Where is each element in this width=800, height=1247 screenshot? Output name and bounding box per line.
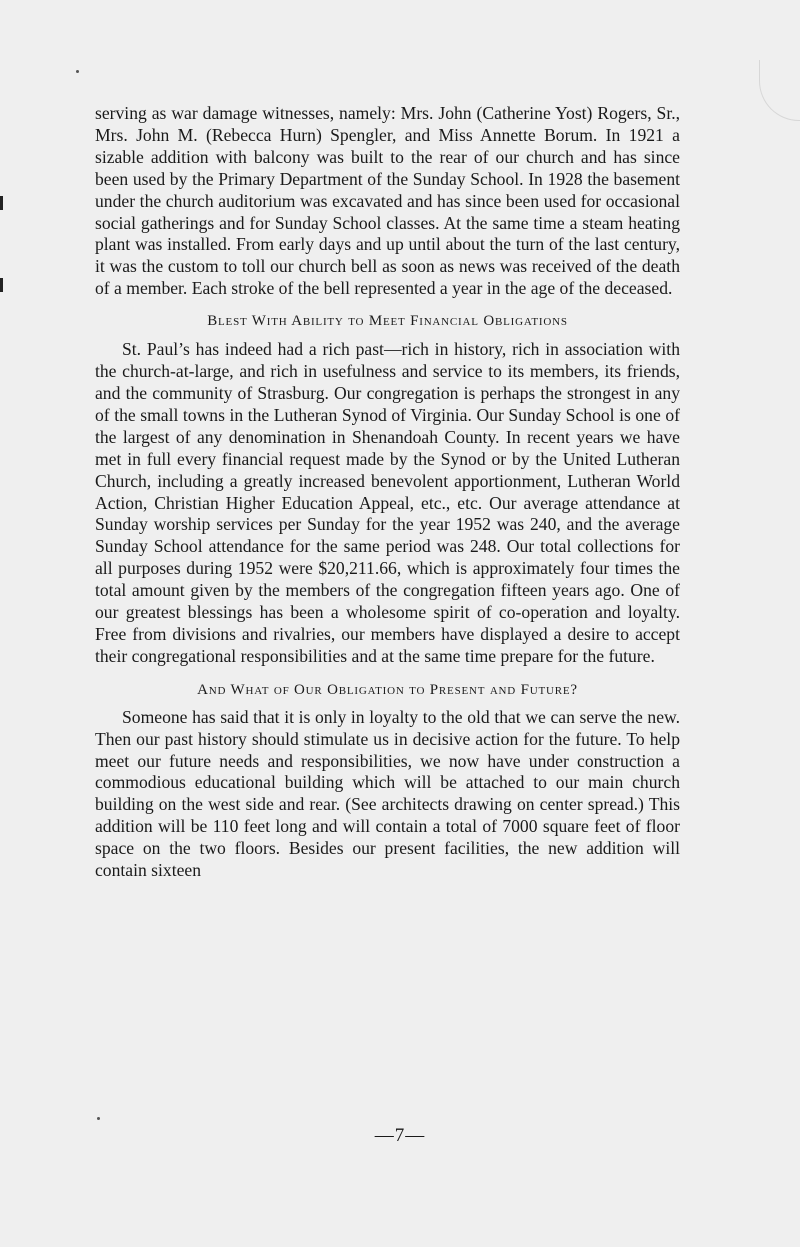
binding-edge-mark xyxy=(0,196,3,210)
paragraph-war-damage-witnesses: serving as war damage witnesses, namely: Mrs. John (Catherine Yost) Rogers, Sr., Mrs. John M. (Rebecca Hurn) Spengler, and Miss Annette Borum. In 1921 a sizable addition with balcony was built to the rear of our church and has since been used by the Primary Department of the Sunday School. In 1928 the basement under the church auditorium was excavated and has since been used for occasional social gatherings and for Sunday School classes. At the same time a steam heating plant was installed. From early days and up until about the turn of the last century, it was the custom to toll our church bell as soon as news was received of the death of a member. Each stroke of the bell represented a year in the age of the deceased. xyxy=(95,103,680,299)
heading-financial-obligations: Blest With Ability to Meet Financial Obligations xyxy=(207,313,568,330)
page-number: —7— xyxy=(374,1125,426,1146)
binding-edge-mark xyxy=(0,278,3,292)
scan-fleck xyxy=(76,70,79,73)
page-body xyxy=(95,103,680,882)
paragraph-rich-past: St. Paul’s has indeed had a rich past—rich in history, rich in association with the church-at-large, and rich in usefulness and service to its members, its friends, and the community of Strasburg. Our congregation is perhaps the strongest in any of the small towns in the Lutheran Synod of Virginia. Our Sunday School is one of the largest of any denomination in Shenandoah County. In recent years we have met in full every financial request made by the Synod or by the United Lutheran Church, including a greatly increased benevolent apportionment, Lutheran World Action, Christian Higher Education Appeal, etc., etc. Our average attendance at Sunday worship services per Sunday for the year 1952 was 240, and the average Sunday School attendance for the same period was 248. Our total collections for all purposes during 1952 were $20,211.66, which is approximately four times the total amount given by the members of the congregation fifteen years ago. One of our greatest blessings has been a wholesome spirit of co-operation and loyalty. Free from divisions and rivalries, our members have displayed a desire to accept their congregational responsibilities and at the same time prepare for the future. xyxy=(95,339,680,666)
scan-fleck xyxy=(97,1117,100,1120)
paragraph-educational-building: Someone has said that it is only in loyalty to the old that we can serve the new. Then our past history should stimulate us in decisive action for the future. To help meet our future needs and responsibilities, we now have under construction a commodious educational building which will be attached to our main church building on the west side and rear. (See architects drawing on center spread.) This addition will be 110 feet long and will contain a total of 7000 square feet of floor space on the two floors. Besides our present facilities, the new addition will contain sixteen xyxy=(95,706,680,881)
scan-artifact-curve xyxy=(759,60,800,121)
heading-present-and-future: And What of Our Obligation to Present and Future? xyxy=(197,681,578,698)
